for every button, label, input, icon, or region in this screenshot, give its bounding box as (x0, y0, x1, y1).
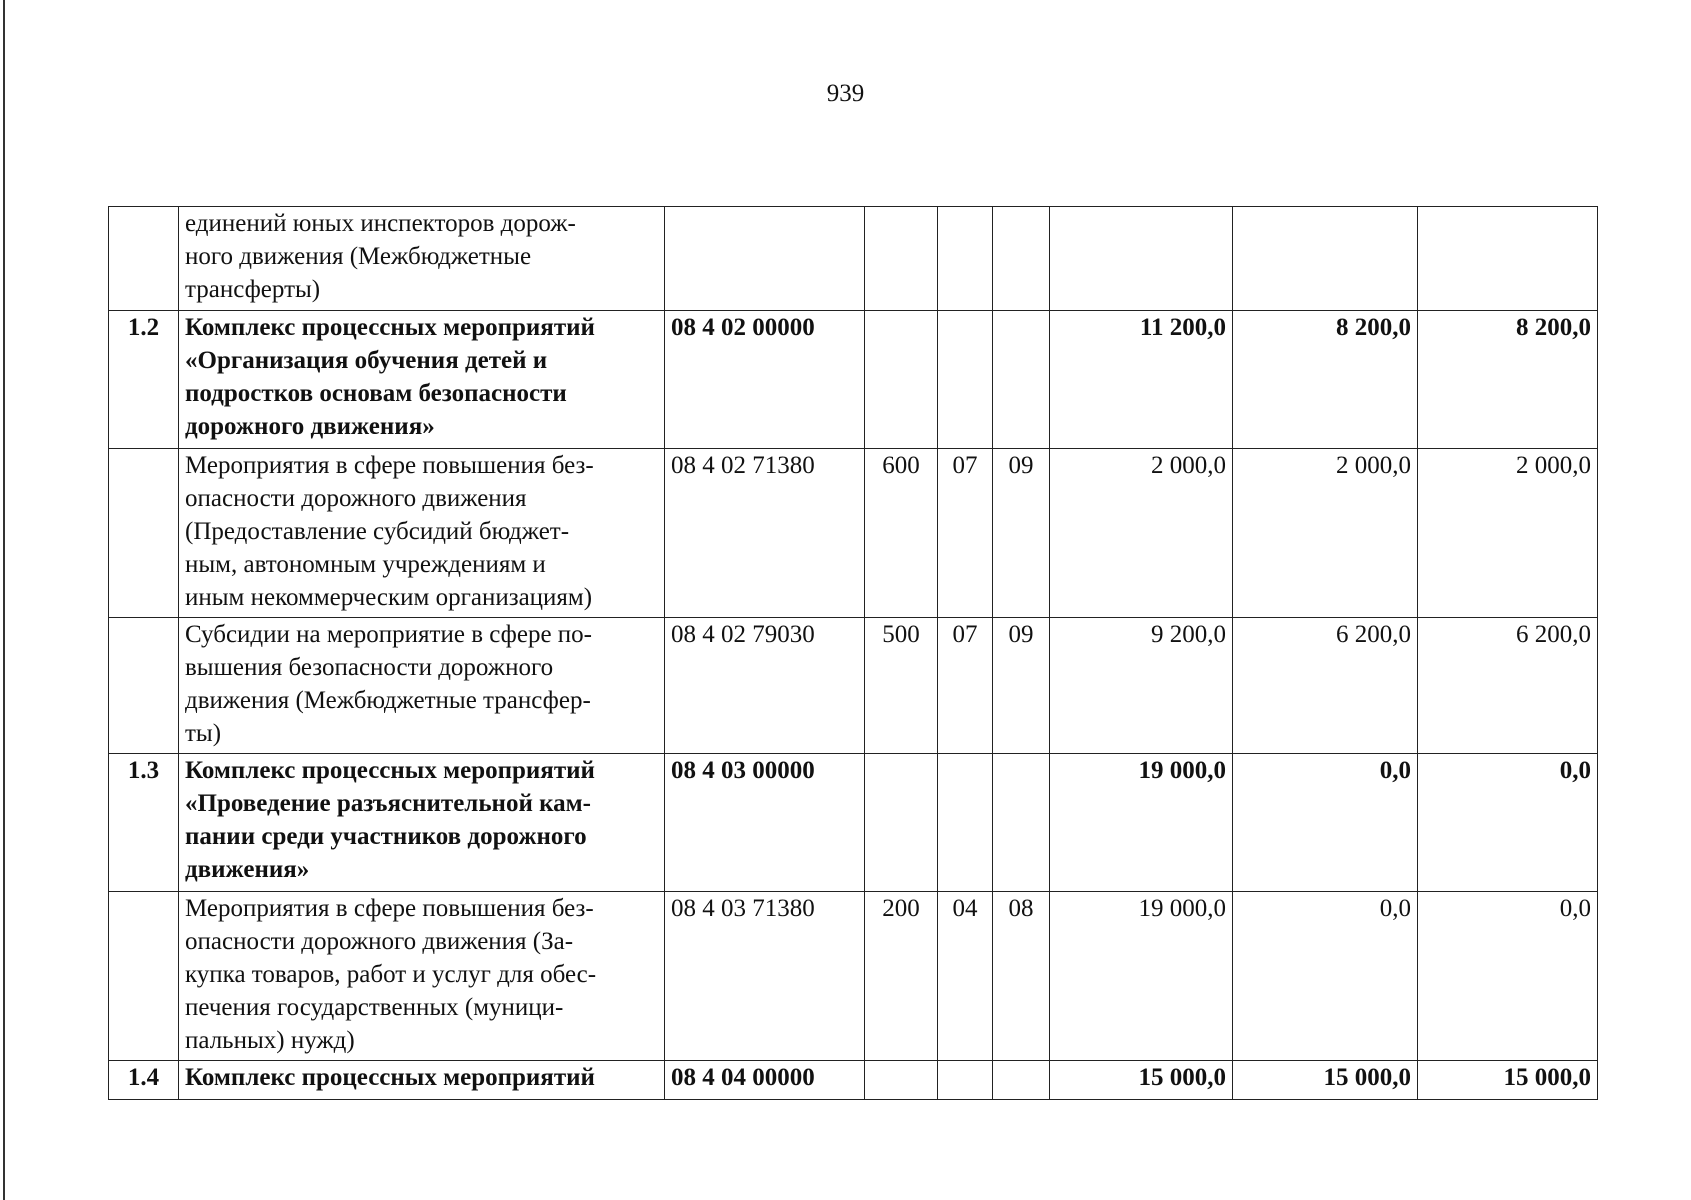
amount-year-2: 0,0 (1233, 892, 1418, 1061)
amount-year-3: 2 000,0 (1418, 449, 1598, 618)
row-number (109, 618, 179, 754)
table-row (109, 449, 1598, 618)
target-article-code: 08 4 02 00000 (665, 311, 865, 449)
expense-type (865, 311, 938, 449)
amount-year-1 (1050, 207, 1233, 311)
amount-year-3: 0,0 (1418, 892, 1598, 1061)
amount-year-2: 0,0 (1233, 754, 1418, 892)
expense-type (865, 754, 938, 892)
amount-year-3: 8 200,0 (1418, 311, 1598, 449)
row-name: Мероприятия в сфере повышения без- опасности дорожного движения (За- купка товаров, работ и услуг для обес- печения государственных (муници- пальных) нужд) (179, 892, 665, 1061)
amount-year-1: 19 000,0 (1050, 892, 1233, 1061)
row-number: 1.4 (109, 1061, 179, 1100)
row-number: 1.2 (109, 311, 179, 449)
amount-year-2: 8 200,0 (1233, 311, 1418, 449)
table-row (109, 311, 1598, 449)
expense-type (865, 207, 938, 311)
target-article-code: 08 4 03 71380 (665, 892, 865, 1061)
amount-year-1: 11 200,0 (1050, 311, 1233, 449)
subsection: 09 (993, 618, 1050, 754)
expense-type: 600 (865, 449, 938, 618)
amount-year-2 (1233, 207, 1418, 311)
subsection (993, 1061, 1050, 1100)
budget-table (108, 206, 1598, 1100)
table-row (109, 618, 1598, 754)
amount-year-2: 2 000,0 (1233, 449, 1418, 618)
section (938, 1061, 993, 1100)
target-article-code: 08 4 03 00000 (665, 754, 865, 892)
amount-year-3: 15 000,0 (1418, 1061, 1598, 1100)
target-article-code: 08 4 02 71380 (665, 449, 865, 618)
expense-type: 200 (865, 892, 938, 1061)
row-number (109, 449, 179, 618)
target-article-code: 08 4 02 79030 (665, 618, 865, 754)
subsection (993, 311, 1050, 449)
table-row (109, 892, 1598, 1061)
amount-year-2: 15 000,0 (1233, 1061, 1418, 1100)
section (938, 754, 993, 892)
amount-year-1: 2 000,0 (1050, 449, 1233, 618)
amount-year-3: 0,0 (1418, 754, 1598, 892)
table-row (109, 754, 1598, 892)
row-name: единений юных инспекторов дорож- ного движения (Межбюджетные трансферты) (179, 207, 665, 311)
section: 07 (938, 449, 993, 618)
expense-type: 500 (865, 618, 938, 754)
amount-year-1: 9 200,0 (1050, 618, 1233, 754)
table-row (109, 207, 1598, 311)
row-number (109, 207, 179, 311)
target-article-code: 08 4 04 00000 (665, 1061, 865, 1100)
target-article-code (665, 207, 865, 311)
page-number: 939 (826, 80, 865, 107)
row-name: Мероприятия в сфере повышения без- опасности дорожного движения (Предоставление субсидий бюджет- ным, автономным учреждениям и иным некоммерческим организациям) (179, 449, 665, 618)
subsection (993, 207, 1050, 311)
row-name: Комплекс процессных мероприятий «Организация обучения детей и подростков основам безопасности дорожного движения» (179, 311, 665, 449)
row-number: 1.3 (109, 754, 179, 892)
amount-year-1: 15 000,0 (1050, 1061, 1233, 1100)
subsection: 08 (993, 892, 1050, 1061)
section: 07 (938, 618, 993, 754)
amount-year-3 (1418, 207, 1598, 311)
row-name: Комплекс процессных мероприятий (179, 1061, 665, 1100)
row-name: Субсидии на мероприятие в сфере по- вышения безопасности дорожного движения (Межбюджетные трансфер- ты) (179, 618, 665, 754)
expense-type (865, 1061, 938, 1100)
amount-year-2: 6 200,0 (1233, 618, 1418, 754)
section: 04 (938, 892, 993, 1061)
section (938, 207, 993, 311)
table-row (109, 1061, 1598, 1100)
section (938, 311, 993, 449)
subsection: 09 (993, 449, 1050, 618)
subsection (993, 754, 1050, 892)
amount-year-1: 19 000,0 (1050, 754, 1233, 892)
row-number (109, 892, 179, 1061)
scan-edge-line (3, 0, 5, 1200)
row-name: Комплекс процессных мероприятий «Проведение разъяснительной кам- пании среди участников дорожного движения» (179, 754, 665, 892)
amount-year-3: 6 200,0 (1418, 618, 1598, 754)
